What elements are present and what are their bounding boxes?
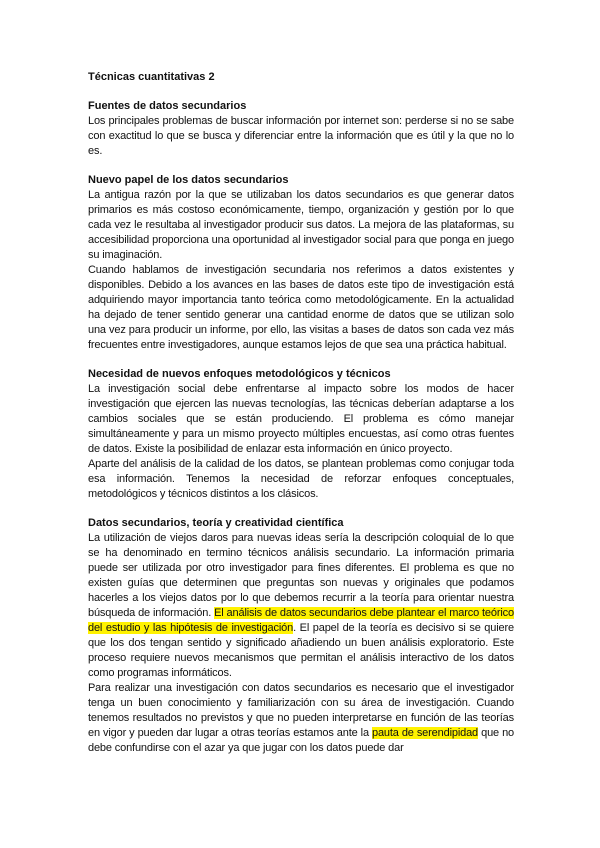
text-run: La utilización de viejos daros para nuevas ideas sería la descripción coloquial de lo que se ha denominado en termino técnicos análisis secundario. La información primaria puede ser utilizada por otro investigador para fines diferentes. El problema es que no existen guías que determinen que preguntas son nuevas y originales que podamos hacerles a los viejos datos por lo que debemos recurrir a la teoría para orientar nuestra búsqueda de información.	[88, 532, 514, 619]
text-run: Los principales problemas de buscar información por internet son: perderse si no se sabe con exactitud lo que se busca y diferenciar entre la información que es útil y la que no lo es.	[88, 115, 514, 157]
text-run: Aparte del análisis de la calidad de los datos, se plantean problemas como conjugar toda esa información. Tenemos la necesidad de reforzar enfoques conceptuales, metodológicos y técnicos distintos a los clásicos.	[88, 458, 514, 500]
paragraph	[88, 681, 514, 756]
section-heading: Datos secundarios, teoría y creatividad científica	[88, 517, 344, 529]
text-run: que no debe confundirse con el azar ya que jugar con los datos puede dar	[88, 727, 515, 754]
paragraph	[88, 114, 514, 159]
paragraph	[88, 457, 514, 502]
highlighted-text: pauta de serendipidad	[371, 727, 479, 739]
document-title: Técnicas cuantitativas 2	[88, 71, 215, 83]
section	[88, 99, 514, 159]
section	[88, 516, 514, 756]
text-run: La antigua razón por la que se utilizaban los datos secundarios es que generar datos primarios es más costoso económicamente, tiempo, organización y gestión por lo que cada vez le resultaba al investigador producir sus datos. La mejora de las plataformas, su accesibilidad proporciona una oportunidad al investigador social para que ponga en juego su imaginación.	[88, 189, 514, 261]
section	[88, 173, 514, 353]
section-heading: Necesidad de nuevos enfoques metodológicos y técnicos	[88, 368, 391, 380]
document-body	[88, 99, 514, 756]
section-heading: Nuevo papel de los datos secundarios	[88, 174, 289, 186]
paragraph	[88, 531, 514, 681]
section-heading: Fuentes de datos secundarios	[88, 100, 247, 112]
text-run: . El papel de la teoría es decisivo si se quiere que los dos tengan sentido y significado añadiendo un buen análisis exploratorio. Este proceso requiere nuevos mecanismos que permitan el análisis interactivo de los datos como programas informáticos.	[88, 622, 514, 679]
text-run: La investigación social debe enfrentarse al impacto sobre los modos de hacer investigación que ejercen las nuevas tecnologías, las técnicas deberían adaptarse a los cambios sociales que se están produciendo. El problema es cómo manejar simultáneamente y para un mismo proyecto múltiples encuestas, así como otras fuentes de datos. Existe la posibilidad de enlazar esta información en único proyecto.	[88, 383, 514, 455]
section	[88, 367, 514, 502]
paragraph	[88, 188, 514, 263]
text-run: Cuando hablamos de investigación secundaria nos referimos a datos existentes y disponibles. Debido a los avances en las bases de datos este tipo de investigación está adquiriendo mayor importancia tanto teórica como metodológicamente. En la actualidad ha dejado de tener sentido generar una cantidad enorme de datos que se utilizan solo una vez para producir un informe, por ello, las visitas a bases de datos son cada vez más frecuentes entre investigadores, aunque estamos lejos de que sea una práctica habitual.	[88, 264, 514, 351]
paragraph	[88, 382, 514, 457]
text-run: Para realizar una investigación con datos secundarios es necesario que el investigador tenga un buen conocimiento y familiarización con su área de investigación. Cuando tenemos resultados no previstos y que no pueden interpretarse en función de las teorías en vigor y pueden dar lugar a otras teorías estamos ante la	[88, 682, 514, 739]
paragraph	[88, 263, 514, 353]
highlighted-text: El análisis de datos secundarios debe plantear el marco teórico del estudio y las hipótesis de investigación	[88, 607, 514, 634]
